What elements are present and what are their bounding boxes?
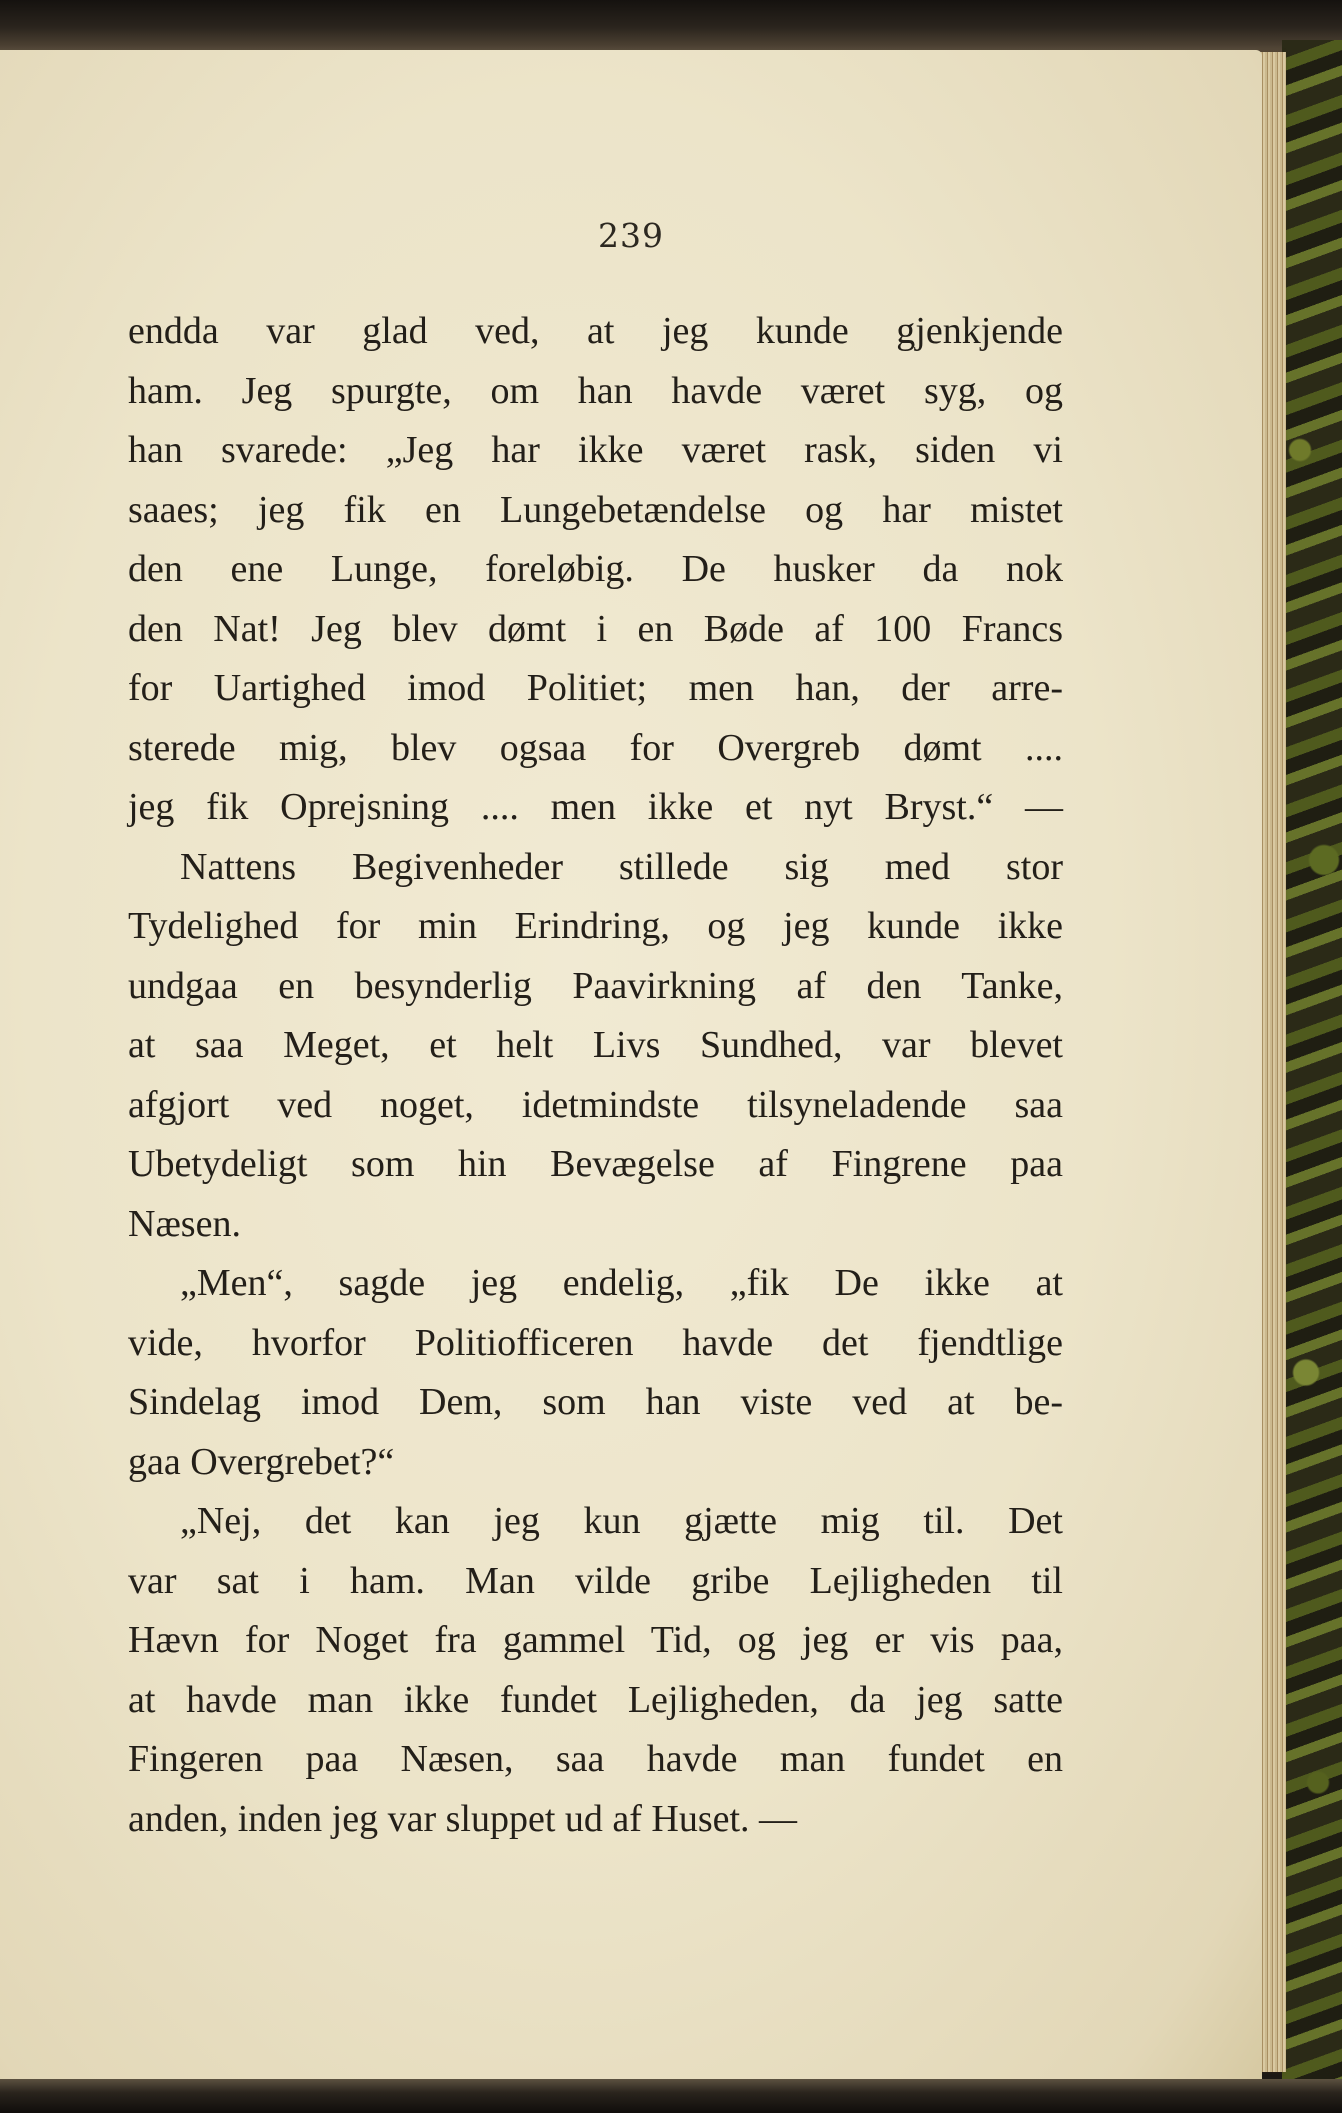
body-text [128,302,1063,1849]
text-line: saaes; jeg fik en Lungebetændelse og har mistet [128,488,1063,531]
text-line: sterede mig, blev ogsaa for Overgreb dømt .... [128,726,1063,769]
text-line: jeg fik Oprejsning .... men ikke et nyt Bryst.“ — [128,786,1063,828]
text-line: den Nat! Jeg blev dømt i en Bøde af 100 Francs [128,607,1063,650]
text-line: Ubetydeligt som hin Bevægelse af Fingrene paa [128,1143,1063,1185]
page-stack-edge [1260,52,1286,2072]
text-line: „Nej, det kan jeg kun gjætte mig til. Det [180,1500,1063,1542]
text-line: vide, hvorfor Politiofficeren havde det fjendtlige [128,1321,1063,1364]
book-page [0,50,1262,2080]
text-line: Hævn for Noget fra gammel Tid, og jeg er vis paa, [128,1619,1063,1661]
text-line: afgjort ved noget, idetmindste tilsyneladende saa [128,1083,1063,1126]
text-line: den ene Lunge, foreløbig. De husker da nok [128,548,1063,590]
text-line: han svarede: „Jeg har ikke været rask, siden vi [128,429,1063,471]
text-line: undgaa en besynderlig Paavirkning af den Tanke, [128,964,1063,1007]
text-line: Fingeren paa Næsen, saa havde man fundet en [128,1738,1063,1780]
text-line: ham. Jeg spurgte, om han havde været syg, og [128,369,1063,412]
text-line: at saa Meget, et helt Livs Sundhed, var blevet [128,1024,1063,1066]
text-line: gaa Overgrebet?“ [128,1440,395,1483]
text-line: Tydelighed for min Erindring, og jeg kunde ikke [128,905,1063,947]
text-line: var sat i ham. Man vilde gribe Lejligheden til [128,1559,1063,1602]
text-line: „Men“, sagde jeg endelig, „fik De ikke at [180,1262,1063,1304]
text-line: for Uartighed imod Politiet; men han, der arre- [128,667,1063,709]
text-line: Næsen. [128,1202,241,1245]
text-line: Sindelag imod Dem, som han viste ved at be- [128,1381,1063,1423]
page-number: 239 [598,216,664,255]
text-line: endda var glad ved, at jeg kunde gjenkjende [128,310,1063,352]
text-line: anden, inden jeg var sluppet ud af Huset. — [128,1797,798,1840]
marbled-cover-edge [1282,40,1342,2090]
text-line: Nattens Begivenheder stillede sig med stor [180,845,1063,888]
text-line: at havde man ikke fundet Lejligheden, da jeg satte [128,1678,1063,1721]
binding-bottom-edge [0,2079,1342,2113]
